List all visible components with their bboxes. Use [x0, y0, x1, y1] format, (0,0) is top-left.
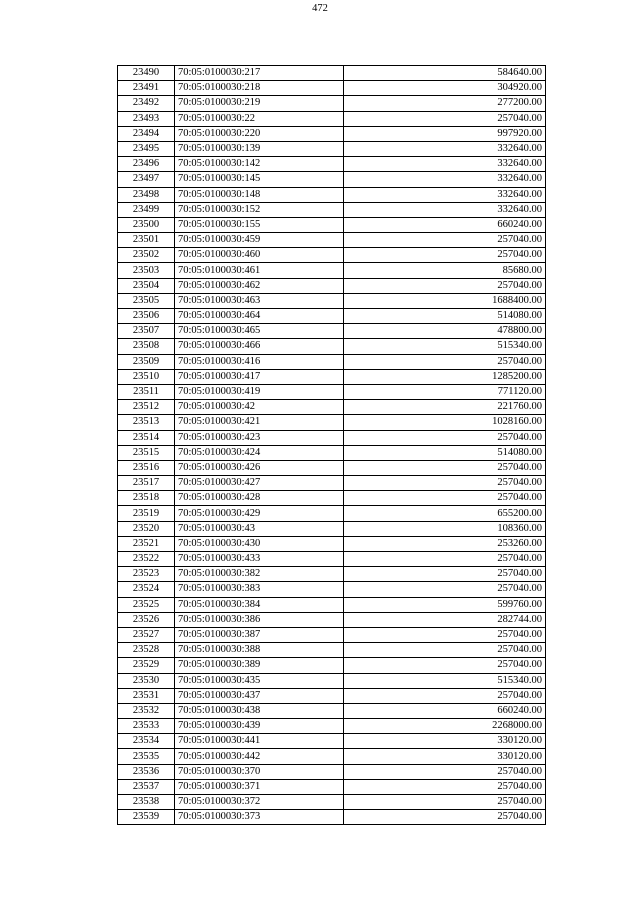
row-number-cell: 23493	[118, 111, 175, 126]
row-number-cell: 23506	[118, 309, 175, 324]
value-cell: 257040.00	[344, 552, 546, 567]
cadastral-number-cell: 70:05:0100030:424	[175, 445, 344, 460]
cadastral-number-cell: 70:05:0100030:388	[175, 643, 344, 658]
value-cell: 257040.00	[344, 354, 546, 369]
table-row	[118, 339, 546, 354]
row-number-cell: 23497	[118, 172, 175, 187]
value-cell: 257040.00	[344, 795, 546, 810]
cadastral-number-cell: 70:05:0100030:219	[175, 96, 344, 111]
table-row	[118, 795, 546, 810]
cadastral-number-cell: 70:05:0100030:142	[175, 157, 344, 172]
cadastral-number-cell: 70:05:0100030:438	[175, 703, 344, 718]
row-number-cell: 23516	[118, 460, 175, 475]
table-row	[118, 157, 546, 172]
table-row	[118, 612, 546, 627]
value-cell: 584640.00	[344, 66, 546, 81]
cadastral-number-cell: 70:05:0100030:384	[175, 597, 344, 612]
row-number-cell: 23538	[118, 795, 175, 810]
row-number-cell: 23519	[118, 506, 175, 521]
row-number-cell: 23508	[118, 339, 175, 354]
table-row	[118, 476, 546, 491]
row-number-cell: 23502	[118, 248, 175, 263]
row-number-cell: 23490	[118, 66, 175, 81]
row-number-cell: 23523	[118, 567, 175, 582]
value-cell: 253260.00	[344, 536, 546, 551]
table-row	[118, 582, 546, 597]
cadastral-number-cell: 70:05:0100030:462	[175, 278, 344, 293]
row-number-cell: 23524	[118, 582, 175, 597]
table-row	[118, 278, 546, 293]
table-row	[118, 749, 546, 764]
cadastral-number-cell: 70:05:0100030:42	[175, 400, 344, 415]
value-cell: 257040.00	[344, 278, 546, 293]
value-cell: 257040.00	[344, 248, 546, 263]
value-cell: 257040.00	[344, 233, 546, 248]
table-row	[118, 536, 546, 551]
value-cell: 514080.00	[344, 445, 546, 460]
cadastral-number-cell: 70:05:0100030:370	[175, 764, 344, 779]
row-number-cell: 23513	[118, 415, 175, 430]
table-row	[118, 506, 546, 521]
table-row	[118, 111, 546, 126]
table-row	[118, 233, 546, 248]
cadastral-number-cell: 70:05:0100030:218	[175, 81, 344, 96]
value-cell: 332640.00	[344, 157, 546, 172]
cadastral-number-cell: 70:05:0100030:373	[175, 810, 344, 825]
value-cell: 332640.00	[344, 187, 546, 202]
cadastral-number-cell: 70:05:0100030:464	[175, 309, 344, 324]
cadastral-number-cell: 70:05:0100030:427	[175, 476, 344, 491]
value-cell: 1285200.00	[344, 369, 546, 384]
value-cell: 771120.00	[344, 384, 546, 399]
table-row	[118, 567, 546, 582]
value-cell: 282744.00	[344, 612, 546, 627]
table-row	[118, 779, 546, 794]
row-number-cell: 23510	[118, 369, 175, 384]
row-number-cell: 23534	[118, 734, 175, 749]
cadastral-number-cell: 70:05:0100030:433	[175, 552, 344, 567]
cadastral-number-cell: 70:05:0100030:43	[175, 521, 344, 536]
table-row	[118, 445, 546, 460]
row-number-cell: 23517	[118, 476, 175, 491]
table-row	[118, 172, 546, 187]
value-cell: 257040.00	[344, 111, 546, 126]
value-cell: 257040.00	[344, 582, 546, 597]
value-cell: 997920.00	[344, 126, 546, 141]
value-cell: 257040.00	[344, 627, 546, 642]
cadastral-number-cell: 70:05:0100030:463	[175, 293, 344, 308]
value-cell: 330120.00	[344, 734, 546, 749]
table-row	[118, 673, 546, 688]
table-row	[118, 81, 546, 96]
row-number-cell: 23536	[118, 764, 175, 779]
value-cell: 515340.00	[344, 339, 546, 354]
row-number-cell: 23499	[118, 202, 175, 217]
table-row	[118, 460, 546, 475]
value-cell: 108360.00	[344, 521, 546, 536]
cadastral-number-cell: 70:05:0100030:386	[175, 612, 344, 627]
row-number-cell: 23507	[118, 324, 175, 339]
row-number-cell: 23522	[118, 552, 175, 567]
cadastral-number-cell: 70:05:0100030:439	[175, 719, 344, 734]
cadastral-number-cell: 70:05:0100030:419	[175, 384, 344, 399]
cadastral-number-cell: 70:05:0100030:461	[175, 263, 344, 278]
cadastral-number-cell: 70:05:0100030:466	[175, 339, 344, 354]
cadastral-number-cell: 70:05:0100030:152	[175, 202, 344, 217]
cadastral-number-cell: 70:05:0100030:437	[175, 688, 344, 703]
value-cell: 332640.00	[344, 141, 546, 156]
cadastral-number-cell: 70:05:0100030:145	[175, 172, 344, 187]
value-cell: 257040.00	[344, 810, 546, 825]
page-number: 472	[312, 3, 328, 14]
table-row	[118, 627, 546, 642]
cadastral-number-cell: 70:05:0100030:382	[175, 567, 344, 582]
cadastral-number-cell: 70:05:0100030:460	[175, 248, 344, 263]
row-number-cell: 23511	[118, 384, 175, 399]
table-row	[118, 202, 546, 217]
row-number-cell: 23495	[118, 141, 175, 156]
value-cell: 257040.00	[344, 658, 546, 673]
value-cell: 85680.00	[344, 263, 546, 278]
row-number-cell: 23520	[118, 521, 175, 536]
row-number-cell: 23496	[118, 157, 175, 172]
table-row	[118, 430, 546, 445]
cadastral-number-cell: 70:05:0100030:459	[175, 233, 344, 248]
row-number-cell: 23529	[118, 658, 175, 673]
row-number-cell: 23505	[118, 293, 175, 308]
row-number-cell: 23521	[118, 536, 175, 551]
table-row	[118, 324, 546, 339]
row-number-cell: 23528	[118, 643, 175, 658]
row-number-cell: 23518	[118, 491, 175, 506]
cadastral-number-cell: 70:05:0100030:417	[175, 369, 344, 384]
cadastral-number-cell: 70:05:0100030:371	[175, 779, 344, 794]
row-number-cell: 23535	[118, 749, 175, 764]
table-row	[118, 126, 546, 141]
value-cell: 332640.00	[344, 202, 546, 217]
table-row	[118, 96, 546, 111]
row-number-cell: 23531	[118, 688, 175, 703]
value-cell: 257040.00	[344, 430, 546, 445]
value-cell: 304920.00	[344, 81, 546, 96]
value-cell: 660240.00	[344, 703, 546, 718]
cadastral-number-cell: 70:05:0100030:465	[175, 324, 344, 339]
table-row	[118, 552, 546, 567]
row-number-cell: 23525	[118, 597, 175, 612]
cadastral-number-cell: 70:05:0100030:217	[175, 66, 344, 81]
row-number-cell: 23537	[118, 779, 175, 794]
table-row	[118, 719, 546, 734]
table-row	[118, 415, 546, 430]
row-number-cell: 23530	[118, 673, 175, 688]
cadastral-number-cell: 70:05:0100030:416	[175, 354, 344, 369]
cadastral-number-cell: 70:05:0100030:372	[175, 795, 344, 810]
value-cell: 221760.00	[344, 400, 546, 415]
row-number-cell: 23514	[118, 430, 175, 445]
row-number-cell: 23498	[118, 187, 175, 202]
value-cell: 330120.00	[344, 749, 546, 764]
row-number-cell: 23532	[118, 703, 175, 718]
row-number-cell: 23539	[118, 810, 175, 825]
value-cell: 257040.00	[344, 567, 546, 582]
table-row	[118, 66, 546, 81]
table-row	[118, 643, 546, 658]
table-row	[118, 369, 546, 384]
cadastral-number-cell: 70:05:0100030:441	[175, 734, 344, 749]
table-row	[118, 764, 546, 779]
value-cell: 277200.00	[344, 96, 546, 111]
value-cell: 332640.00	[344, 172, 546, 187]
value-cell: 257040.00	[344, 779, 546, 794]
table-row	[118, 491, 546, 506]
row-number-cell: 23512	[118, 400, 175, 415]
table-row	[118, 734, 546, 749]
cadastral-number-cell: 70:05:0100030:430	[175, 536, 344, 551]
cadastral-number-cell: 70:05:0100030:442	[175, 749, 344, 764]
cadastral-number-cell: 70:05:0100030:435	[175, 673, 344, 688]
row-number-cell: 23492	[118, 96, 175, 111]
value-cell: 478800.00	[344, 324, 546, 339]
table-row	[118, 521, 546, 536]
row-number-cell: 23526	[118, 612, 175, 627]
value-cell: 655200.00	[344, 506, 546, 521]
row-number-cell: 23504	[118, 278, 175, 293]
table-row	[118, 187, 546, 202]
cadastral-number-cell: 70:05:0100030:22	[175, 111, 344, 126]
cadastral-number-cell: 70:05:0100030:426	[175, 460, 344, 475]
value-cell: 257040.00	[344, 476, 546, 491]
cadastral-number-cell: 70:05:0100030:148	[175, 187, 344, 202]
table-row	[118, 810, 546, 825]
cadastral-number-cell: 70:05:0100030:389	[175, 658, 344, 673]
cadastral-number-cell: 70:05:0100030:387	[175, 627, 344, 642]
value-cell: 257040.00	[344, 460, 546, 475]
table-row	[118, 384, 546, 399]
table-row	[118, 309, 546, 324]
value-cell: 1028160.00	[344, 415, 546, 430]
table-row	[118, 354, 546, 369]
table-row	[118, 217, 546, 232]
cadastral-number-cell: 70:05:0100030:421	[175, 415, 344, 430]
row-number-cell: 23515	[118, 445, 175, 460]
cadastral-number-cell: 70:05:0100030:383	[175, 582, 344, 597]
cadastral-number-cell: 70:05:0100030:220	[175, 126, 344, 141]
row-number-cell: 23501	[118, 233, 175, 248]
value-cell: 1688400.00	[344, 293, 546, 308]
value-cell: 257040.00	[344, 491, 546, 506]
table-body	[118, 66, 546, 825]
cadastral-number-cell: 70:05:0100030:428	[175, 491, 344, 506]
cadastral-number-cell: 70:05:0100030:429	[175, 506, 344, 521]
value-cell: 660240.00	[344, 217, 546, 232]
table-row	[118, 597, 546, 612]
row-number-cell: 23509	[118, 354, 175, 369]
table-row	[118, 703, 546, 718]
row-number-cell: 23533	[118, 719, 175, 734]
value-cell: 257040.00	[344, 643, 546, 658]
row-number-cell: 23491	[118, 81, 175, 96]
row-number-cell: 23503	[118, 263, 175, 278]
value-cell: 257040.00	[344, 764, 546, 779]
table-row	[118, 141, 546, 156]
value-cell: 515340.00	[344, 673, 546, 688]
cadastral-number-cell: 70:05:0100030:423	[175, 430, 344, 445]
value-cell: 257040.00	[344, 688, 546, 703]
table-row	[118, 688, 546, 703]
row-number-cell: 23500	[118, 217, 175, 232]
value-cell: 599760.00	[344, 597, 546, 612]
cadastral-number-cell: 70:05:0100030:155	[175, 217, 344, 232]
row-number-cell: 23494	[118, 126, 175, 141]
cadastral-number-cell: 70:05:0100030:139	[175, 141, 344, 156]
table-row	[118, 400, 546, 415]
cadastral-value-table	[117, 65, 546, 825]
value-cell: 2268000.00	[344, 719, 546, 734]
row-number-cell: 23527	[118, 627, 175, 642]
table-row	[118, 263, 546, 278]
value-cell: 514080.00	[344, 309, 546, 324]
table-row	[118, 658, 546, 673]
table-row	[118, 248, 546, 263]
table-row	[118, 293, 546, 308]
